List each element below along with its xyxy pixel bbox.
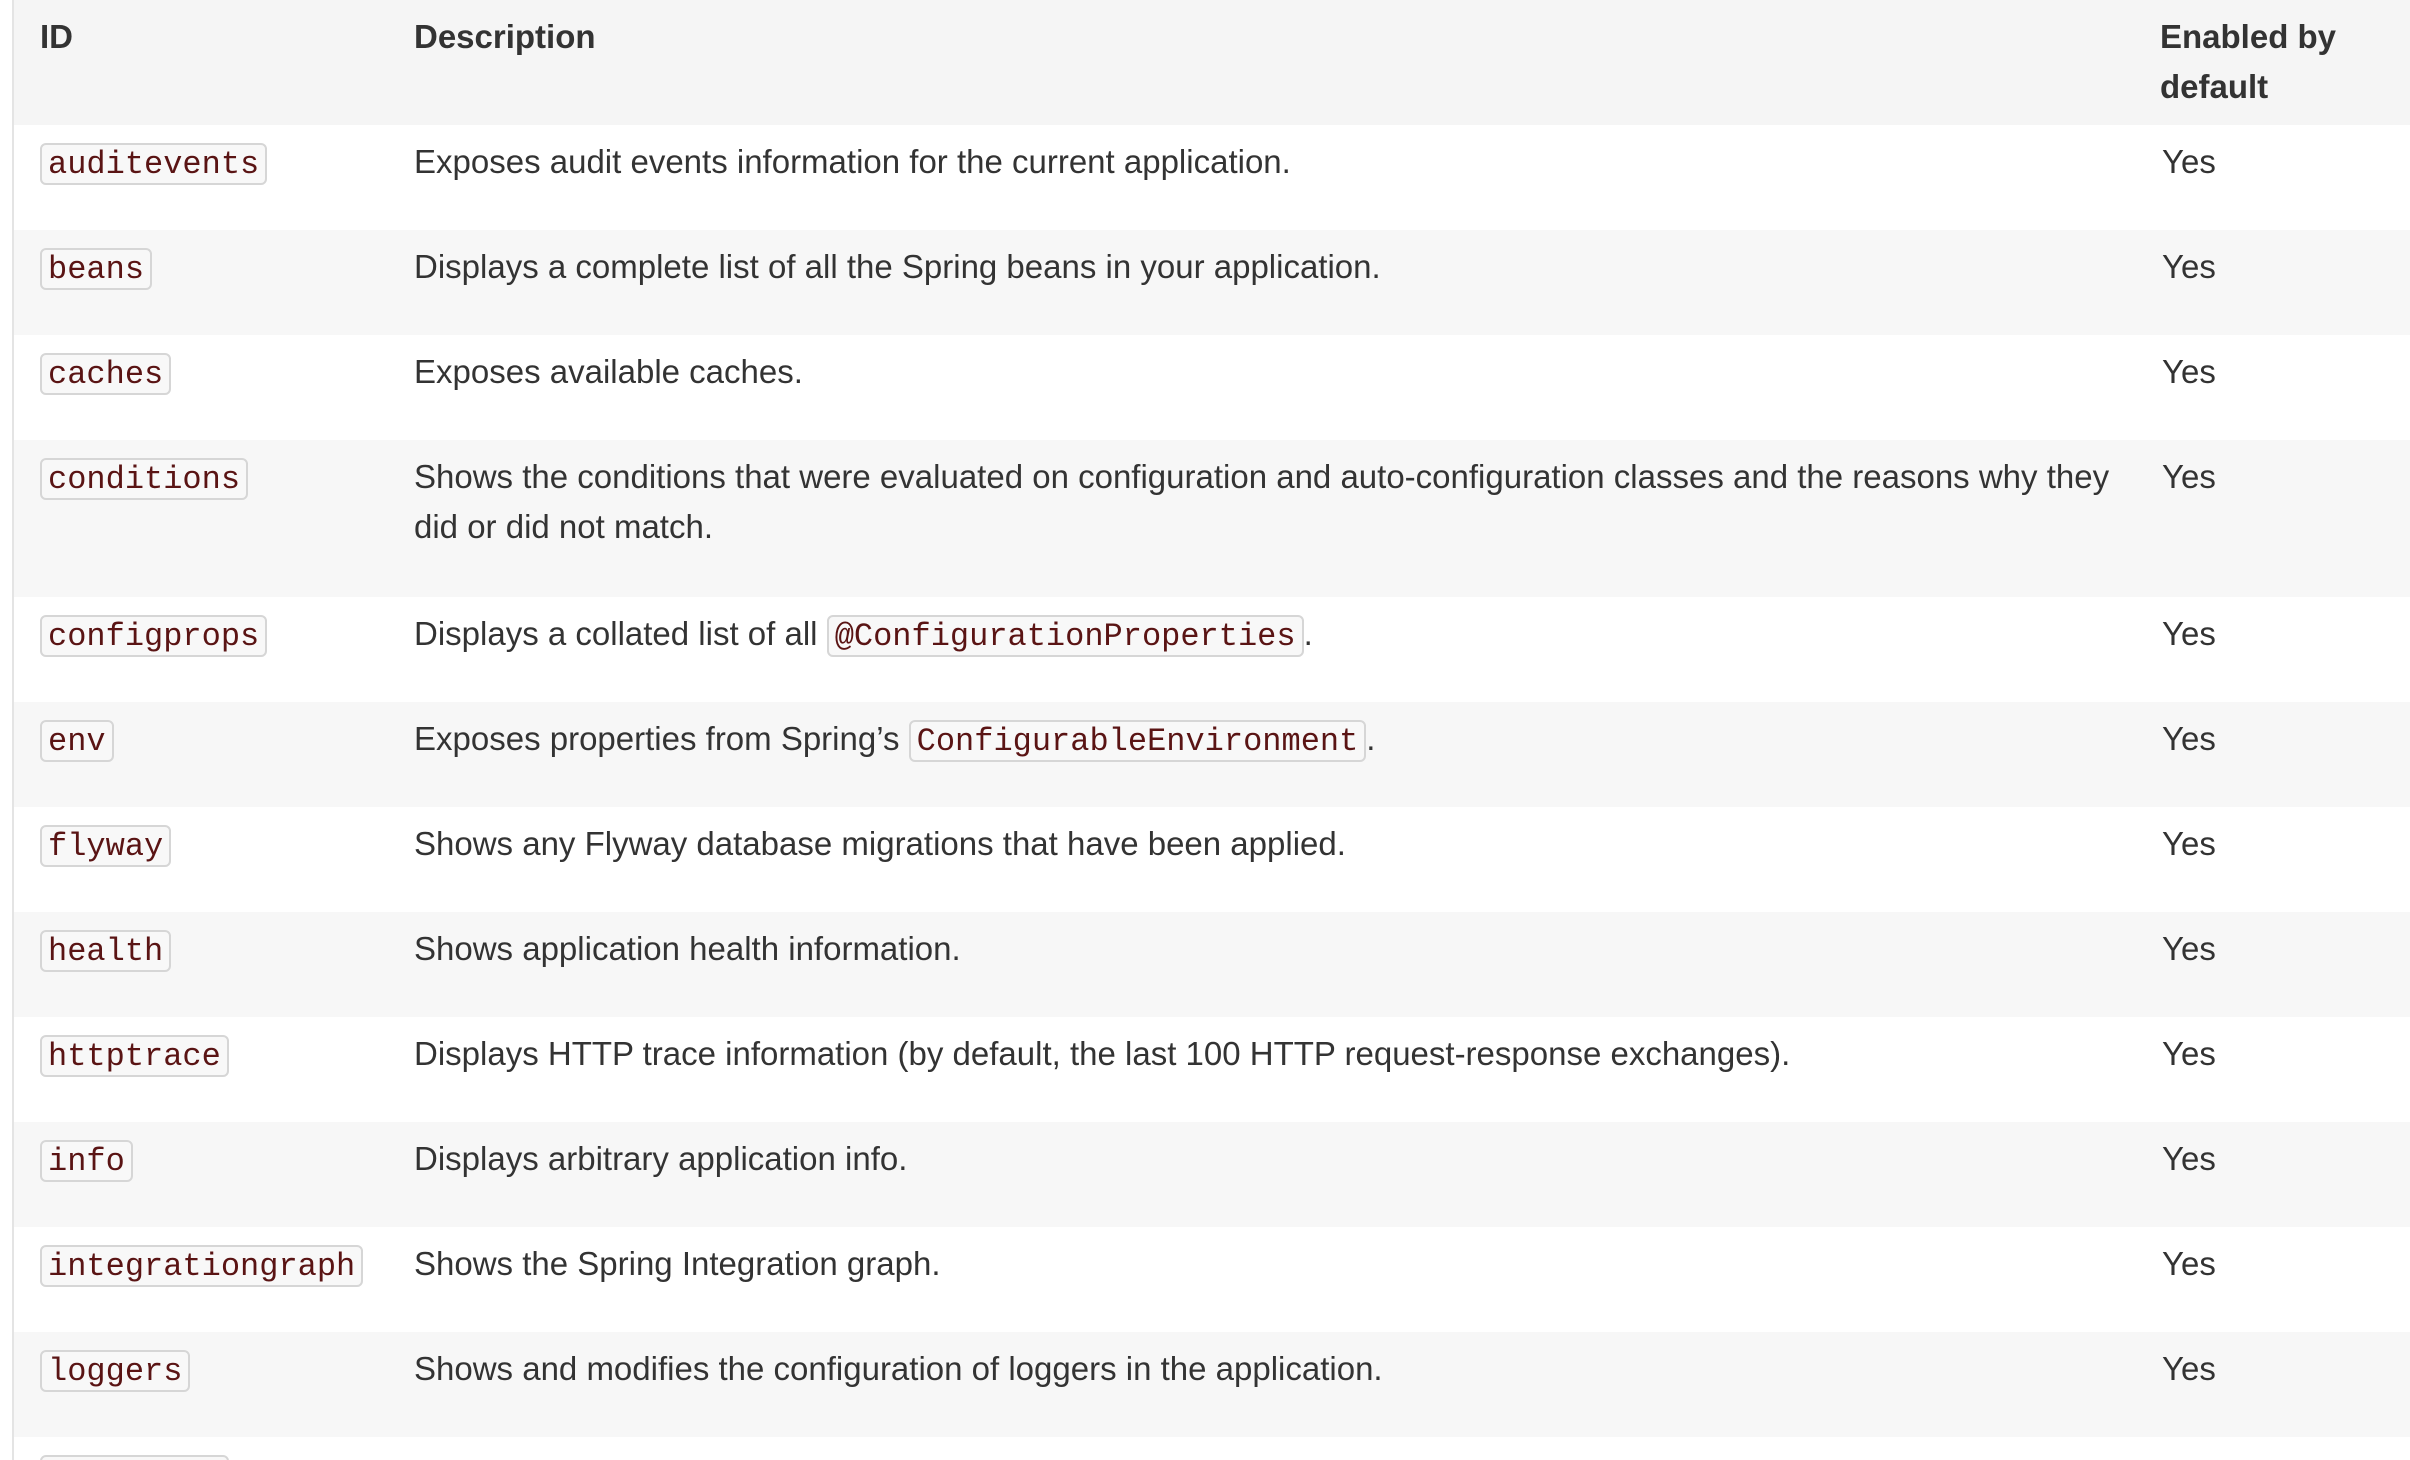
endpoint-id-cell [14, 1332, 388, 1437]
enabled-value: Yes [2162, 825, 2216, 862]
enabled-value: Yes [2162, 458, 2216, 495]
enabled-value: Yes [2162, 1245, 2216, 1282]
id-column-header: ID [40, 18, 73, 55]
enabled-value: Yes [2162, 720, 2216, 757]
endpoint-id: integrationgraph [40, 1245, 363, 1287]
endpoint-description: Exposes available caches. [414, 353, 803, 390]
table-row [14, 1122, 2410, 1227]
table-row [14, 1332, 2410, 1437]
endpoint-id-cell [14, 702, 388, 807]
endpoint-id: env [40, 720, 114, 762]
inline-code: @ConfigurationProperties [827, 615, 1304, 657]
endpoint-id-cell [14, 1122, 388, 1227]
table-row [14, 597, 2410, 702]
endpoint-id-cell [14, 335, 388, 440]
enabled-column-header: Enabled by default [2160, 18, 2337, 105]
endpoint-id-cell [14, 440, 388, 597]
endpoints-table [14, 0, 2410, 1460]
endpoint-id-cell [14, 1437, 388, 1460]
endpoint-id-cell [14, 597, 388, 702]
table-row [14, 440, 2410, 597]
enabled-value: Yes [2162, 930, 2216, 967]
endpoint-id: flyway [40, 825, 171, 867]
table-row-partial [14, 1437, 2410, 1460]
enabled-value: Yes [2162, 1350, 2216, 1387]
endpoint-description: Shows application health information. [414, 930, 961, 967]
table-row [14, 230, 2410, 335]
endpoint-id: caches [40, 353, 171, 395]
endpoint-id: health [40, 930, 171, 972]
endpoint-description: Displays a complete list of all the Spring beans in your application. [414, 248, 1381, 285]
endpoint-description: Shows any Flyway database migrations that have been applied. [414, 825, 1346, 862]
endpoint-id-cell [14, 807, 388, 912]
description-text: Displays a collated list of all [414, 615, 827, 652]
enabled-value: Yes [2162, 1035, 2216, 1072]
endpoint-description [388, 1437, 2134, 1460]
description-column-header: Description [414, 18, 596, 55]
endpoint-id: auditevents [40, 143, 267, 185]
endpoint-description: Shows and modifies the configuration of loggers in the application. [414, 1350, 1383, 1387]
endpoint-id: conditions [40, 458, 248, 500]
table-row [14, 702, 2410, 807]
enabled-value: Yes [2162, 248, 2216, 285]
endpoint-id: beans [40, 248, 152, 290]
description-text: Exposes properties from Spring’s [414, 720, 909, 757]
enabled-value: Yes [2162, 1140, 2216, 1177]
endpoint-id-cell [14, 125, 388, 230]
table-row [14, 1227, 2410, 1332]
table-row [14, 912, 2410, 1017]
description-text: . [1366, 720, 1376, 757]
endpoint-id-cell [14, 912, 388, 1017]
endpoint-id: httptrace [40, 1035, 229, 1077]
enabled-value: Yes [2162, 143, 2216, 180]
endpoint-description [388, 597, 2134, 702]
endpoint-description: Shows the conditions that were evaluated on configuration and auto-configuration classes and the reasons why they did or did not match. [414, 458, 2110, 545]
endpoint-description: Exposes audit events information for the current application. [414, 143, 1291, 180]
endpoint-id: configprops [40, 615, 267, 657]
description-text: . [1303, 615, 1313, 652]
endpoint-id-partial [40, 1455, 229, 1460]
endpoint-id-cell [14, 1017, 388, 1122]
table-row [14, 335, 2410, 440]
endpoint-description [388, 702, 2134, 807]
endpoint-id-cell [14, 1227, 388, 1332]
endpoint-description: Shows the Spring Integration graph. [414, 1245, 941, 1282]
endpoint-description: Displays arbitrary application info. [414, 1140, 908, 1177]
endpoint-id: info [40, 1140, 133, 1182]
enabled-value: Yes [2162, 615, 2216, 652]
table-row [14, 1017, 2410, 1122]
endpoint-id: loggers [40, 1350, 190, 1392]
endpoint-description: Displays HTTP trace information (by default, the last 100 HTTP request-response exchanges). [414, 1035, 1791, 1072]
endpoint-id-cell [14, 230, 388, 335]
table-row [14, 125, 2410, 230]
table-header-row [14, 0, 2410, 125]
enabled-value [2134, 1437, 2410, 1460]
enabled-value: Yes [2162, 353, 2216, 390]
table-row [14, 807, 2410, 912]
inline-code: ConfigurableEnvironment [909, 720, 1367, 762]
